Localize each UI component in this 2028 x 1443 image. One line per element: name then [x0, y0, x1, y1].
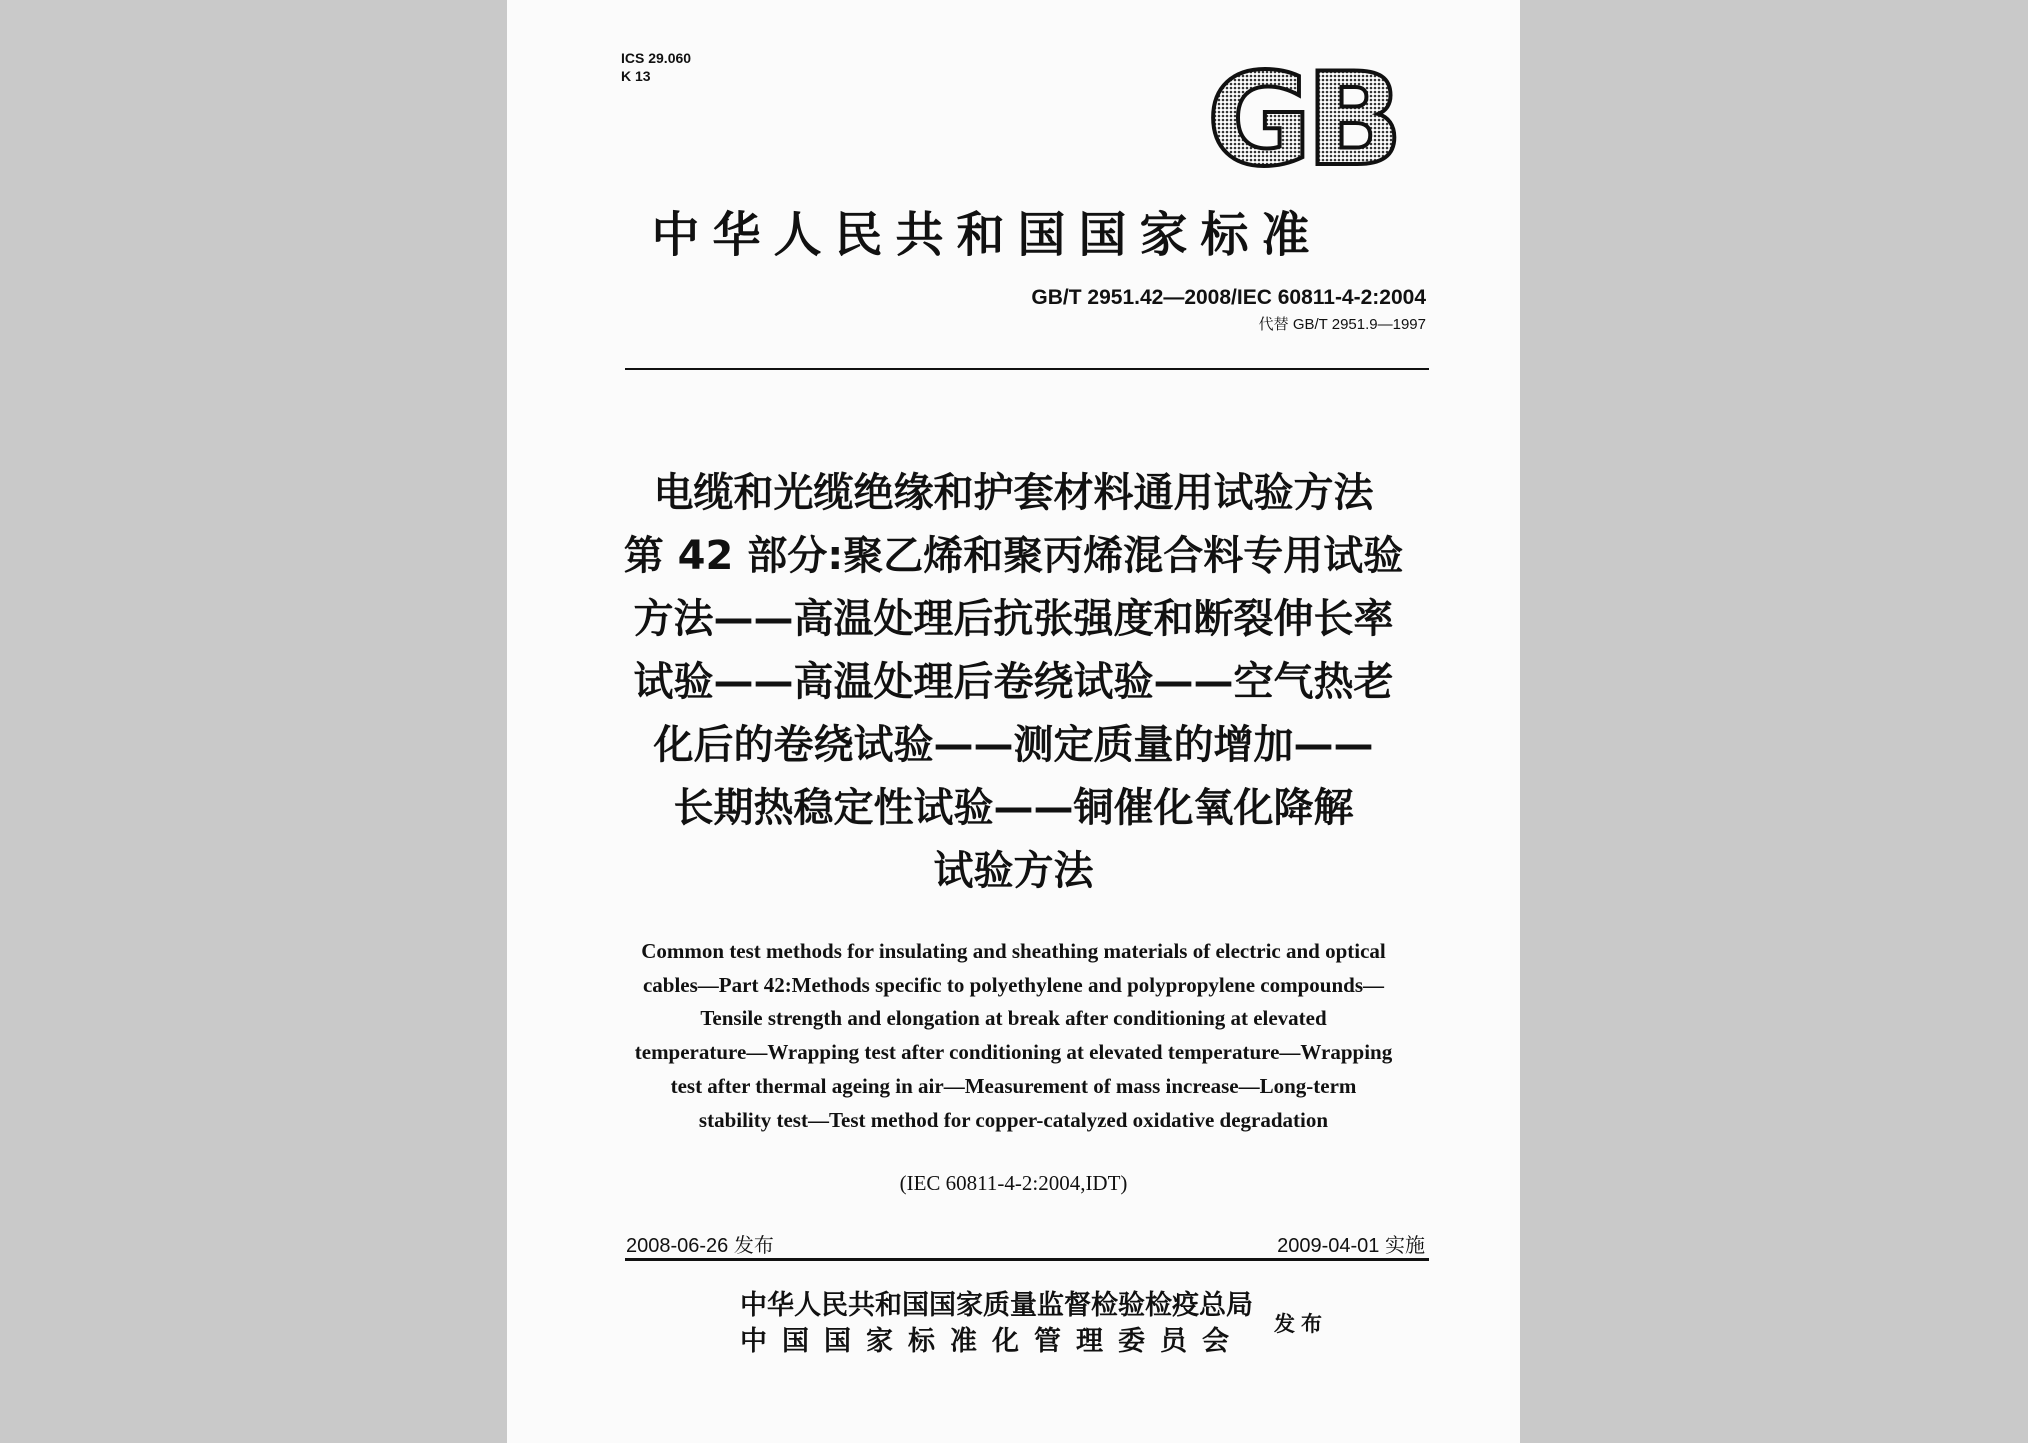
- header-divider: [625, 368, 1429, 370]
- issuer-aqsiq: 中华人民共和国国家质量监督检验检疫总局: [740, 1290, 1253, 1321]
- chinese-title-line: 试验方法: [933, 848, 1094, 894]
- english-title: [567, 935, 1460, 1137]
- issuer-sac: 中国国家标准化管理委员会: [740, 1326, 1244, 1357]
- gb-logo-text: GB: [1206, 62, 1398, 176]
- english-title-line: Common test methods for insulating and sheathing materials of electric and optical: [641, 939, 1386, 963]
- english-title-line: test after thermal ageing in air—Measurement of mass increase—Long-term: [670, 1073, 1357, 1098]
- english-title-line: Tensile strength and elongation at break after conditioning at elevated: [700, 1006, 1327, 1031]
- chinese-title-line: 方法——高温处理后抗张强度和断裂伸长率: [633, 596, 1394, 642]
- chinese-title-line: 化后的卷绕试验——测定质量的增加——: [653, 722, 1374, 768]
- issuing-authorities: [740, 1288, 1253, 1360]
- chinese-title-line: 电缆和光缆绝缘和护套材料通用试验方法: [653, 470, 1374, 516]
- standard-cover-page: [507, 0, 1520, 1443]
- publish-label: 发布: [1274, 1312, 1328, 1336]
- chinese-title-line: 试验——高温处理后卷绕试验——空气热老: [633, 659, 1394, 705]
- standard-number: GB/T 2951.42—2008/IEC 60811-4-2:2004: [1031, 286, 1426, 309]
- k-code: K 13: [621, 68, 651, 84]
- classification-codes: [621, 49, 691, 85]
- english-title-line: stability test—Test method for copper-catalyzed oxidative degradation: [698, 1107, 1329, 1132]
- english-title-line: cables—Part 42:Methods specific to polyethylene and polypropylene compounds—: [642, 972, 1385, 997]
- issue-date: 2008-06-26 发布: [626, 1235, 774, 1257]
- chinese-title: [567, 462, 1460, 903]
- ics-code: ICS 29.060: [621, 50, 692, 66]
- iec-reference: (IEC 60811-4-2:2004,IDT): [899, 1171, 1128, 1195]
- gb-logo: [1193, 62, 1411, 176]
- chinese-title-line: 长期热稳定性试验——铜催化氧化降解: [673, 785, 1354, 831]
- implementation-date: 2009-04-01 实施: [1277, 1235, 1425, 1257]
- chinese-title-line: 第 42 部分:聚乙烯和聚丙烯混合料专用试验: [623, 533, 1404, 579]
- national-standard-title: 中华人民共和国国家标准: [651, 207, 1323, 263]
- footer-divider: [625, 1258, 1429, 1261]
- english-title-line: temperature—Wrapping test after conditioning at elevated temperature—Wrapping: [634, 1040, 1393, 1065]
- replaces-standard: 代替 GB/T 2951.9—1997: [1258, 316, 1426, 333]
